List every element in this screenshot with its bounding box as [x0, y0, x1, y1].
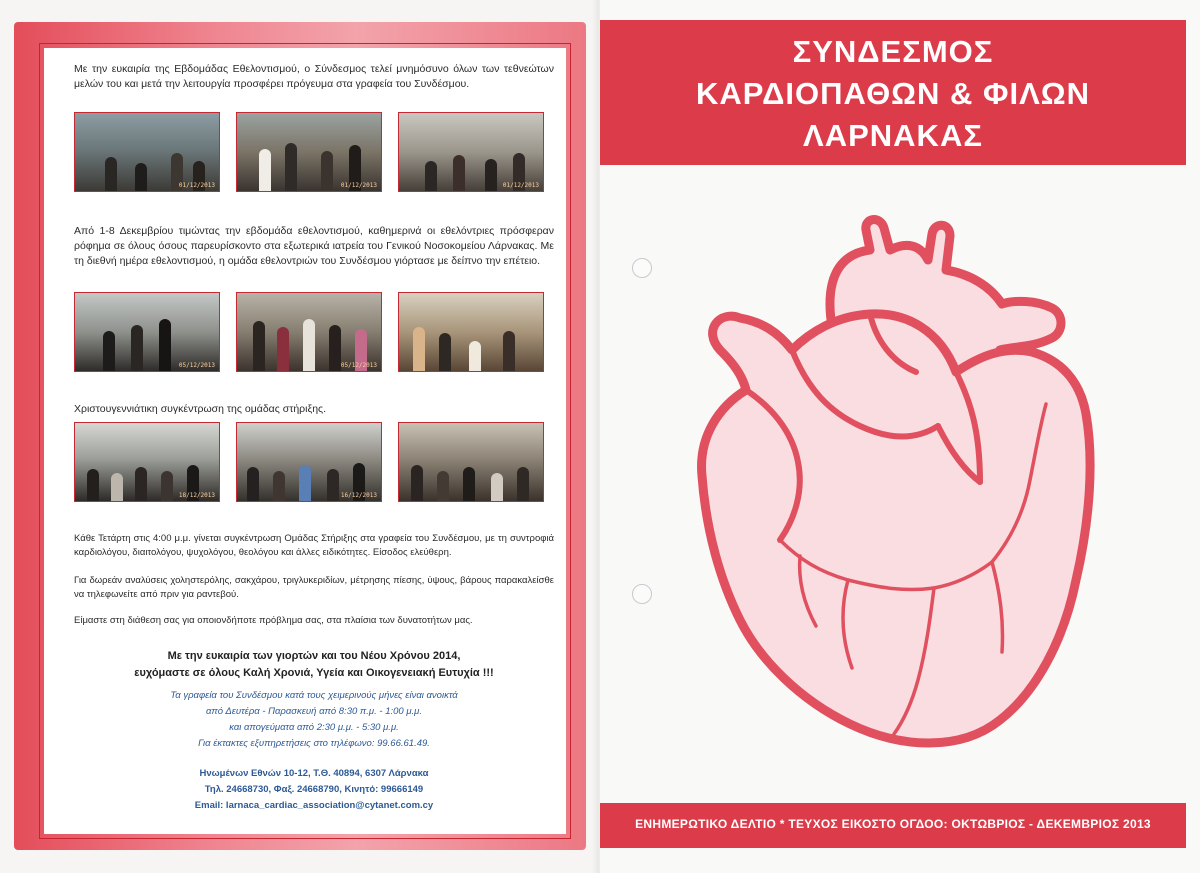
- event-photo: [74, 292, 220, 372]
- photo-row-memorial: [74, 112, 544, 192]
- photo-row-christmas: [74, 422, 544, 502]
- event-photo: [236, 292, 382, 372]
- event-photo: [74, 422, 220, 502]
- office-hours-line-1: Τα γραφεία του Συνδέσμου κατά τους χειμερινούς μήνες είναι ανοικτά: [170, 690, 458, 701]
- event-photo: [398, 292, 544, 372]
- availability-paragraph: Είμαστε στη διάθεση σας για οποιονδήποτε πρόβλημα σας, στα πλαίσια των δυνατοτήτων μας.: [74, 615, 473, 626]
- event-photo: [398, 422, 544, 502]
- holiday-greeting-line-1: Με την ευκαιρία των γιορτών και του Νέου Χρόνου 2014,: [167, 650, 461, 662]
- support-group-paragraph: Κάθε Τετάρτη στις 4:00 μ.μ. γίνεται συγκέντρωση Ομάδας Στήριξης στα γραφεία του Συνδέσμου, με τη συντροφιά καρδιολόγου, διαιτολόγου, ψυχολόγου, θεολόγου και άλλες ειδικότητες. Είσοδος ελεύθερη.: [74, 533, 554, 558]
- office-hours-line-3: και απογεύματα από 2:30 μ.μ. - 5:30 μ.μ.: [229, 722, 399, 733]
- event-photo: [236, 112, 382, 192]
- photo-date: 01/12/2013: [178, 182, 215, 189]
- front-cover-page: [600, 0, 1200, 873]
- issue-info: ΕΝΗΜΕΡΩΤΙΚΟ ΔΕΛΤΙΟ * ΤΕΥΧΟΣ ΕΙΚΟΣΤΟ ΟΓΔΟΟ: ΟΚΤΩΒΡΙΟΣ - ΔΕΚΕΜΒΡΙΟΣ 2013: [635, 817, 1151, 831]
- photo-row-volunteers: [74, 292, 544, 372]
- intro-paragraph: Με την ευκαιρία της Εβδομάδας Εθελοντισμού, ο Σύνδεσμος τελεί μνημόσυνο όλων των τεθνεώτων μελών του και μετά την λειτουργία προσφέρει πρόγευμα στα γραφεία του Συνδέσμου.: [74, 63, 554, 90]
- title-line-1: ΣΥΝΔΕΣΜΟΣ: [792, 34, 994, 69]
- address-line: Ηνωμένων Εθνών 10-12, Τ.Θ. 40894, 6307 Λάρνακα: [199, 768, 429, 779]
- title-line-2: ΚΑΡΔΙΟΠΑΘΩΝ & ΦΙΛΩΝ: [695, 76, 1091, 111]
- issue-footer-banner: [600, 803, 1186, 848]
- volunteer-week-paragraph: Από 1-8 Δεκεμβρίου τιμώντας την εβδομάδα εθελοντισμού, καθημερινά οι εθελόντριες πρόσφεραν ρόφημα σε όλους όσους παρευρίσκοντο στα εξωτερικά ιατρεία του Γενικού Νοσοκομείου Λάρνακας. Με τη διεθνή ημέρα εθελοντισμού, η ομάδα εθελοντριών του Συνδέσμου γιόρτασε με δείπνο την επέτειο.: [74, 225, 554, 267]
- holiday-greeting-line-2: ευχόμαστε σε όλους Καλή Χρονιά, Υγεία και Οικογενειακή Ευτυχία !!!: [134, 667, 494, 679]
- christmas-caption: Χριστουγεννιάτικη συγκέντρωση της ομάδας στήριξης.: [74, 403, 327, 415]
- photo-date: 18/12/2013: [178, 492, 215, 499]
- photo-date: 16/12/2013: [340, 492, 377, 499]
- title-banner: [600, 20, 1186, 165]
- photo-date: 01/12/2013: [340, 182, 377, 189]
- heart-illustration-icon: [680, 200, 1140, 760]
- phone-line: Τηλ. 24668730, Φαξ. 24668790, Κινητό: 99666149: [204, 784, 424, 795]
- event-photo: [398, 112, 544, 192]
- emergency-phone-line: Για έκτακτες εξυπηρετήσεις στο τηλέφωνο: 99.66.61.49.: [198, 738, 430, 749]
- photo-date: 05/12/2013: [340, 362, 377, 369]
- event-photo: [236, 422, 382, 502]
- punch-hole-bottom: [632, 584, 652, 604]
- title-line-3: ΛΑΡΝΑΚΑΣ: [803, 118, 983, 153]
- free-tests-paragraph: Για δωρεάν αναλύσεις χοληστερόλης, σακχάρου, τριγλυκεριδίων, μέτρησης πίεσης, ύψους, βάρους παρακαλείσθε να τηλεφωνείτε από πριν για ραντεβού.: [74, 575, 554, 600]
- photo-date: 05/12/2013: [178, 362, 215, 369]
- photo-date: 01/12/2013: [502, 182, 539, 189]
- punch-hole-top: [632, 258, 652, 278]
- event-photo: [74, 112, 220, 192]
- content-panel: [44, 48, 566, 834]
- office-hours-line-2: από Δευτέρα - Παρασκευή από 8:30 π.μ. - 1:00 μ.μ.: [205, 706, 423, 717]
- email-link[interactable]: Email: larnaca_cardiac_association@cytanet.com.cy: [194, 800, 434, 811]
